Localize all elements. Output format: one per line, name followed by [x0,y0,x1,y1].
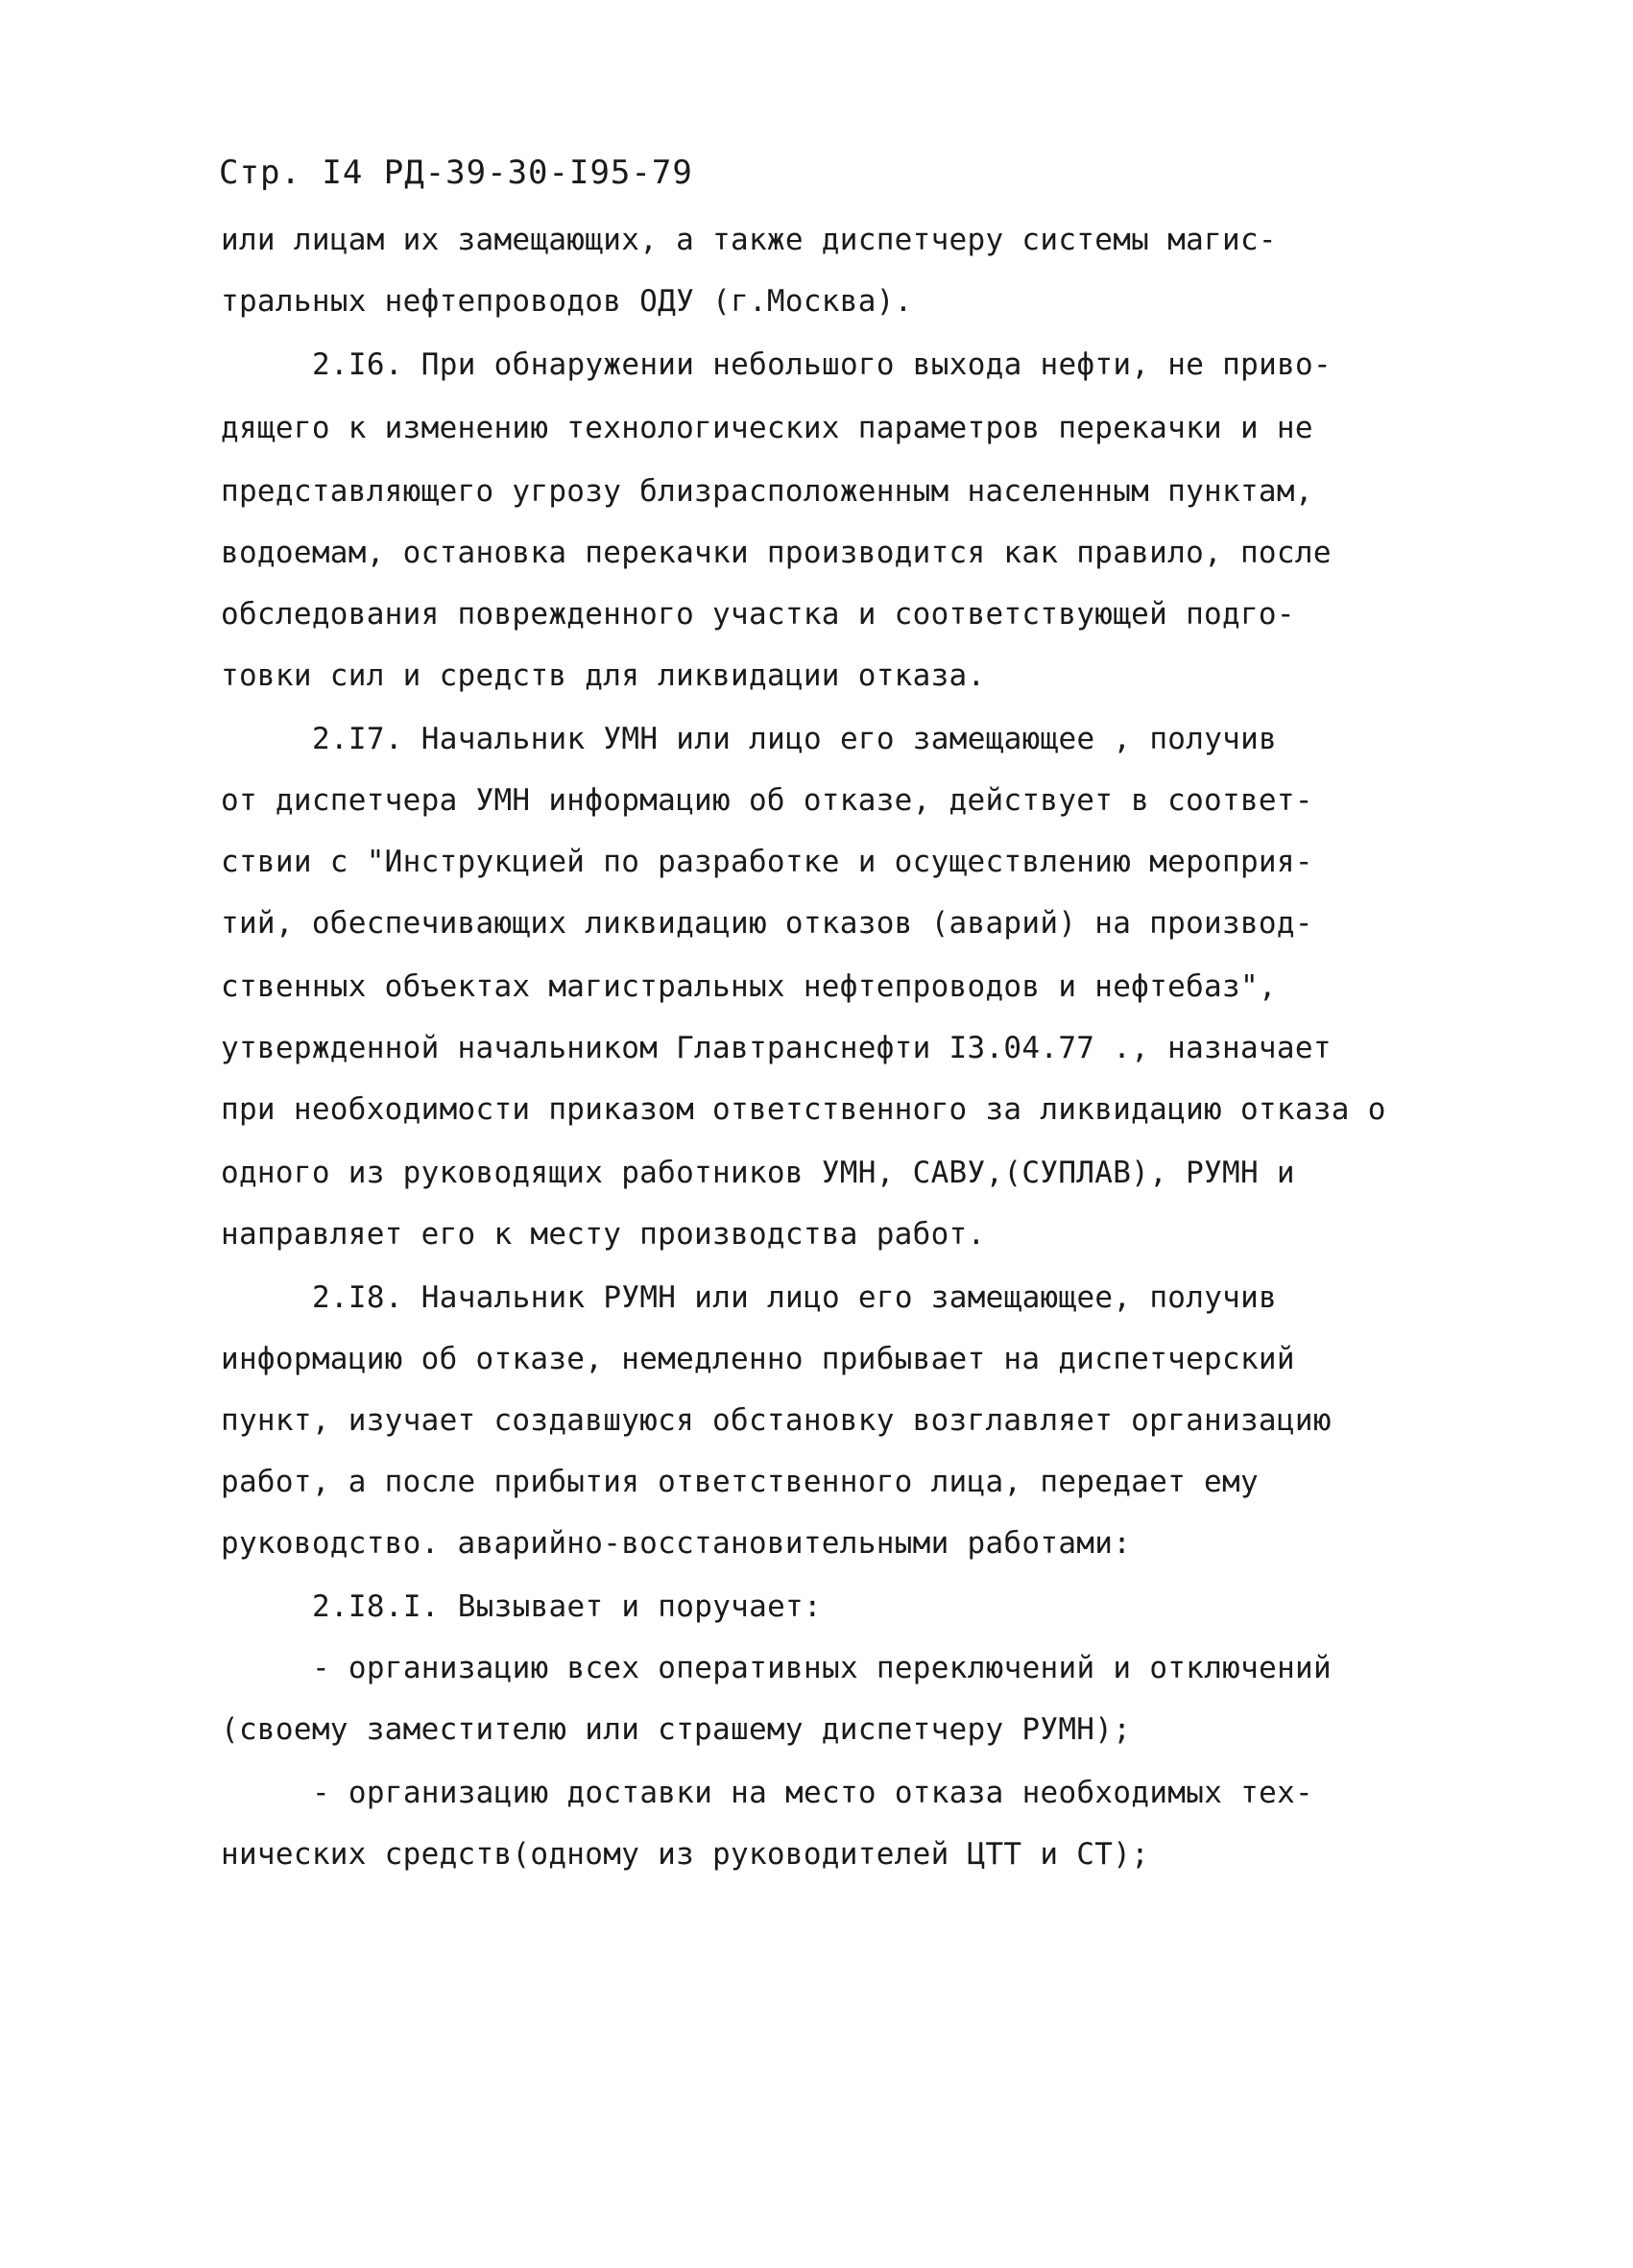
text-line: ственных объектах магистральных нефтепроводов и нефтебаз", [221,969,1277,1004]
text-line: (своему заместителю или страшему диспетчеру РУМН); [221,1712,1132,1747]
text-line: направляет его к месту производства работ. [221,1217,986,1252]
text-line: работ, а после прибытия ответственного лица, передает ему [221,1465,1259,1499]
text-line: утвержденной начальником Главтранснефти I3.04.77 ., назначает [221,1031,1332,1065]
text-line: пункт, изучает создавшуюся обстановку возглавляет организацию [221,1403,1332,1438]
text-line: от диспетчера УМН информацию об отказе, действует в соответ- [221,783,1313,818]
text-line: обследования поврежденного участка и соответствующей подго- [221,597,1295,632]
paragraph-2-17-start: 2.I7. Начальник УМН или лицо его замещающее , получив [312,722,1278,756]
text-line: или лицам их замещающих, а также диспетчеру системы магис- [221,223,1277,257]
text-line: тральных нефтепроводов ОДУ (г.Москва). [221,284,913,319]
page-header: Стр. I4 РД-39-30-I95-79 [219,154,693,192]
paragraph-2-18-1-start: 2.I8.I. Вызывает и поручает: [312,1589,822,1624]
paragraph-2-16-start: 2.I6. При обнаружении небольшого выхода нефти, не приво- [312,347,1332,382]
text-line: дящего к изменению технологических параметров перекачки и не [221,411,1313,445]
text-line: одного из руководящих работников УМН, САВУ,(СУПЛАВ), РУМН и [221,1156,1295,1190]
text-line: нических средств(одному из руководителей ЦТТ и СТ); [221,1837,1150,1872]
list-item: - организацию доставки на место отказа необходимых тех- [312,1776,1313,1810]
list-item: - организацию всех оперативных переключений и отключений [312,1651,1332,1685]
text-line: при необходимости приказом ответственного за ликвидацию отказа о [221,1092,1386,1127]
text-line: руководство. аварийно-восстановительными работами: [221,1526,1132,1561]
text-line: информацию об отказе, немедленно прибывает на диспетчерский [221,1342,1295,1376]
text-line: тий, обеспечивающих ликвидацию отказов (аварий) на производ- [221,906,1313,941]
paragraph-2-18-start: 2.I8. Начальник РУМН или лицо его замещающее, получив [312,1280,1278,1315]
text-line: представляющего угрозу близрасположенным населенным пунктам, [221,474,1313,509]
text-line: водоемам, остановка перекачки производится как правило, после [221,536,1332,570]
text-line: товки сил и средств для ликвидации отказа. [221,658,986,693]
text-line: ствии с "Инструкцией по разработке и осуществлению мероприя- [221,845,1313,879]
